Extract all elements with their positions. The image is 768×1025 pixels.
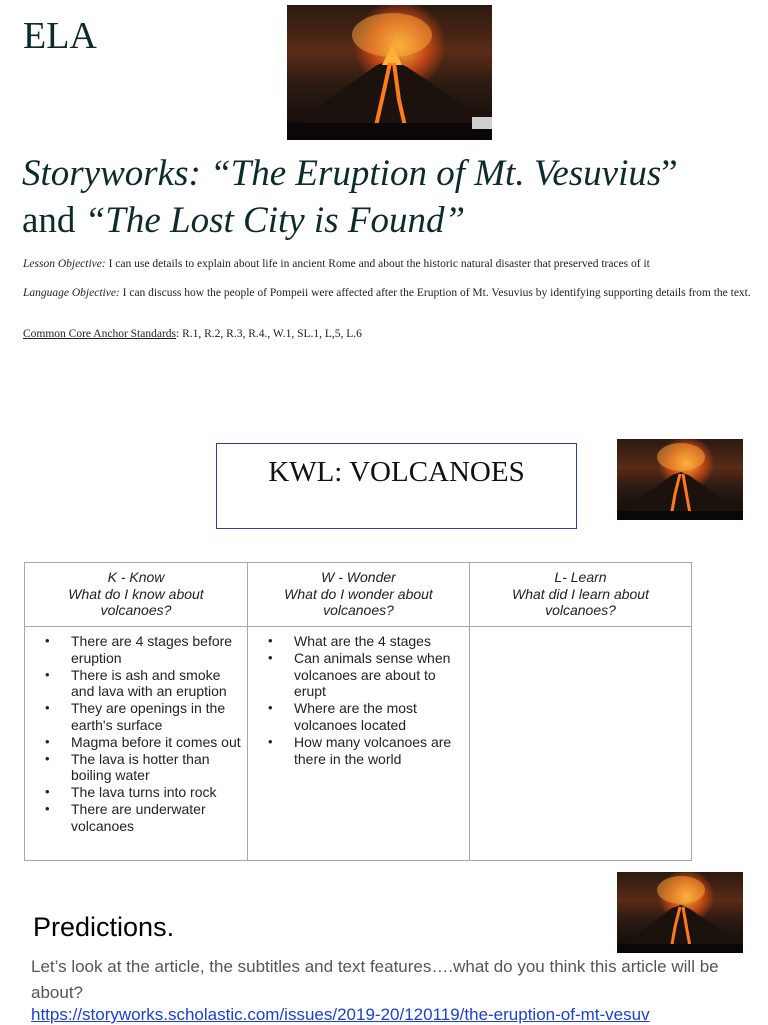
predictions-text: Let’s look at the article, the subtitles and text features….what do you think this article will be about? — [31, 957, 719, 1002]
know-list — [29, 633, 243, 835]
list-item: • The lava turns into rock — [29, 784, 243, 801]
list-item: • Can animals sense when volcanoes are about to erupt — [252, 650, 465, 700]
page-title: Storyworks: “The Eruption of Mt. Vesuvius” and “The Lost City is Found” — [22, 153, 678, 241]
list-item: • The lava is hotter than boiling water — [29, 751, 243, 785]
kwl-header-wonder: W - Wonder What do I wonder about volcanoes? — [248, 563, 470, 627]
kwl-header-row — [25, 563, 692, 627]
kwl-learn-cell — [470, 627, 692, 861]
article-link[interactable]: https://storyworks.scholastic.com/issues/2019-20/120119/the-eruption-of-mt-vesuv — [31, 1005, 650, 1024]
list-item: • How many volcanoes are there in the world — [252, 734, 465, 768]
kwl-table — [24, 562, 692, 861]
list-item: • There is ash and smoke and lava with an eruption — [29, 667, 243, 701]
kwl-header-know: K - Know What do I know about volcanoes? — [25, 563, 248, 627]
subject-heading: ELA — [23, 15, 97, 57]
list-item: • What are the 4 stages — [252, 633, 465, 650]
kwl-wonder-cell — [248, 627, 470, 861]
common-core-standards: Common Core Anchor Standards: R.1, R.2, R.3, R.4., W.1, SL.1, L,5, L.6 — [23, 328, 362, 340]
list-item: • They are openings in the earth's surface — [29, 700, 243, 734]
volcano-image-top — [287, 5, 492, 140]
list-item: • Magma before it comes out — [29, 734, 243, 751]
lesson-objective: Lesson Objective: I can use details to explain about life in ancient Rome and about the historic natural disaster that preserved traces of it — [23, 258, 650, 270]
volcano-image-middle — [617, 439, 743, 520]
kwl-header-learn: L- Learn What did I learn about volcanoes? — [470, 563, 692, 627]
kwl-body-row — [25, 627, 692, 861]
list-item: • Where are the most volcanoes located — [252, 700, 465, 734]
language-objective: Language Objective: I can discuss how the people of Pompeii were affected after the Eruption of Mt. Vesuvius by identifying supporting details from the text. — [23, 287, 751, 299]
list-item: • There are 4 stages before eruption — [29, 633, 243, 667]
volcano-image-bottom — [617, 872, 743, 953]
predictions-heading: Predictions. — [33, 912, 175, 942]
kwl-know-cell — [25, 627, 248, 861]
wonder-list — [252, 633, 465, 767]
list-item: • There are underwater volcanoes — [29, 801, 243, 835]
kwl-title-box: KWL: VOLCANOES — [216, 443, 577, 529]
